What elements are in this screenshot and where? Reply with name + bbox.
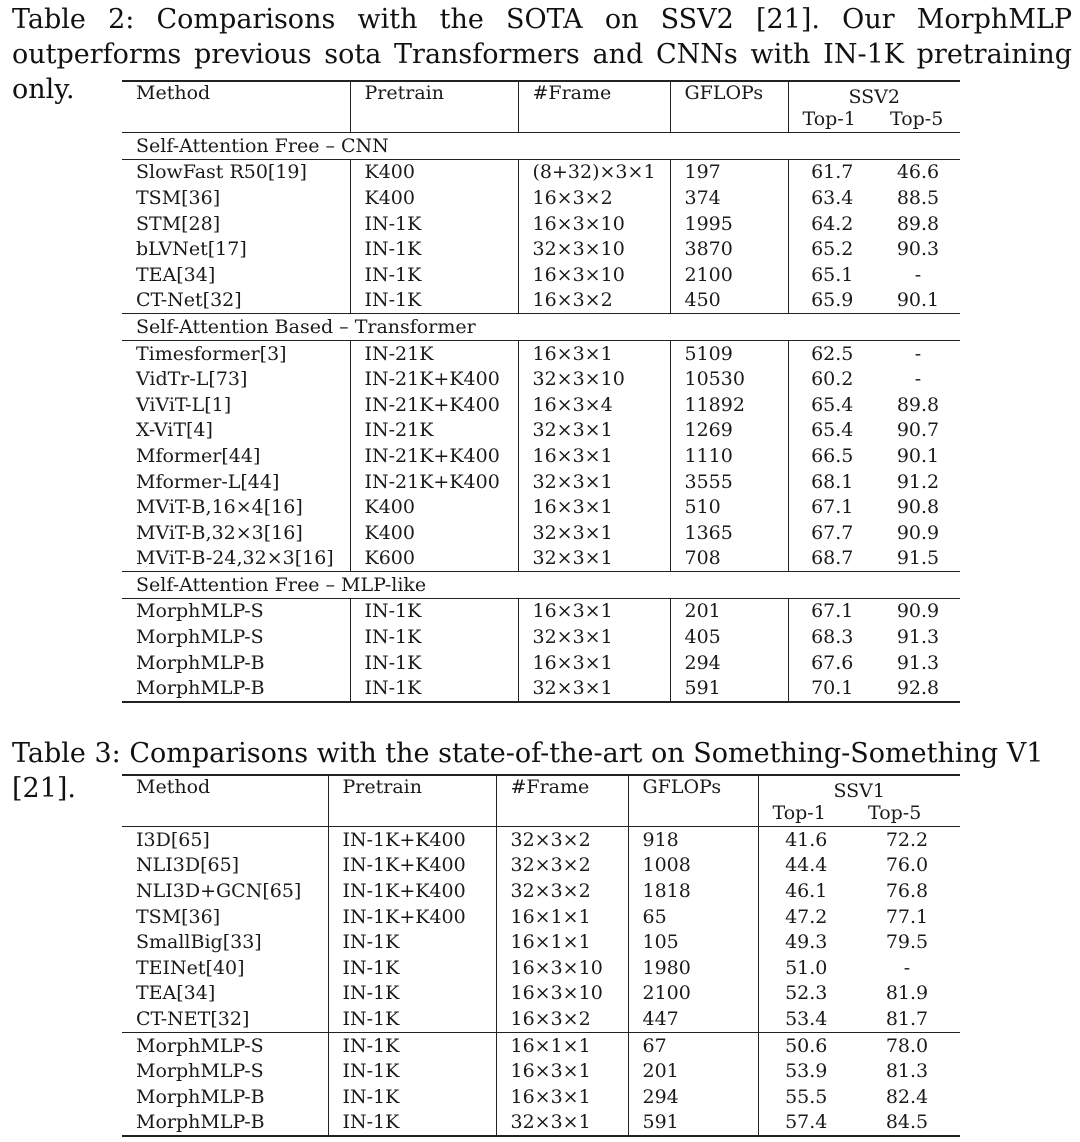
t3-row	[122, 1110, 960, 1137]
t2-cell-gflops: 197	[670, 159, 788, 185]
t2-cell-method: MorphMLP-B	[122, 650, 350, 676]
t2-row	[122, 211, 960, 237]
t2-cell-top1: 62.5	[811, 342, 854, 365]
t2-cell-top5: 92.8	[896, 677, 940, 700]
t2-cell-method: STM[28]	[122, 211, 350, 237]
t2-cell-method: TSM[36]	[122, 185, 350, 211]
t2-cell-method: ViViT-L[1]	[122, 392, 350, 418]
t2-cell-pretrain: K400	[350, 494, 518, 520]
t3-cell-top1: 44.4	[785, 854, 828, 877]
t3-cell-pretrain: IN-1K+K400	[328, 878, 496, 904]
t3-cell-frame: 32×3×2	[496, 827, 628, 853]
t3-row	[122, 1006, 960, 1032]
t2-cell-top5: 46.6	[896, 161, 940, 184]
t3-cell-pretrain: IN-1K+K400	[328, 853, 496, 879]
t3-row	[122, 1032, 960, 1058]
t2-cell-gflops: 5109	[670, 340, 788, 366]
t2-cell-gflops: 450	[670, 288, 788, 314]
t3-cell-top5: 84.5	[885, 1111, 929, 1134]
t2-cell-method: VidTr-L[73]	[122, 366, 350, 392]
t2-cell-pretrain: IN-21K	[350, 340, 518, 366]
t3-row	[122, 853, 960, 879]
t2-cell-top5: 91.5	[896, 547, 940, 570]
t3-cell-frame: 32×3×2	[496, 878, 628, 904]
table3-caption: Table 3: Comparisons with the state-of-the-art on Something-Something V1 [21].	[12, 738, 1044, 804]
t2-cell-frame: 32×3×1	[518, 469, 670, 495]
t2-cell-frame: 16×3×1	[518, 494, 670, 520]
t3-cell-top5: 81.3	[885, 1060, 929, 1083]
t2-row	[122, 262, 960, 288]
t2-cell-method: bLVNet[17]	[122, 236, 350, 262]
t2-row	[122, 598, 960, 624]
t3-row	[122, 878, 960, 904]
t3-cell-top1: 41.6	[785, 828, 828, 851]
t2-cell-frame: 16×3×1	[518, 340, 670, 366]
t2-row	[122, 366, 960, 392]
t2-row	[122, 288, 960, 314]
t3-cell-gflops: 1980	[628, 955, 758, 981]
t2-cell-gflops: 11892	[670, 392, 788, 418]
t3-header-gflops: GFLOPs	[628, 775, 758, 827]
t2-section-header	[122, 133, 960, 160]
t2-cell-method: Mformer[44]	[122, 443, 350, 469]
t3-cell-top5: 76.8	[885, 879, 929, 902]
t2-cell-frame: 16×3×10	[518, 211, 670, 237]
t2-cell-pretrain: IN-21K+K400	[350, 392, 518, 418]
t2-cell-top5: -	[914, 263, 922, 286]
t2-cell-gflops: 510	[670, 494, 788, 520]
t3-cell-top1: 52.3	[785, 982, 828, 1005]
t2-cell-pretrain: IN-1K	[350, 675, 518, 702]
t2-cell-top1: 70.1	[811, 677, 854, 700]
t2-cell-frame: 32×3×1	[518, 675, 670, 702]
t3-cell-top1: 50.6	[785, 1034, 828, 1057]
table2	[122, 80, 960, 703]
t2-section-header	[122, 572, 960, 599]
t3-cell-frame: 16×1×1	[496, 904, 628, 930]
t2-row	[122, 546, 960, 572]
t3-cell-top5: 79.5	[885, 931, 929, 954]
t2-cell-method: MViT-B,32×3[16]	[122, 520, 350, 546]
t2-row	[122, 650, 960, 676]
t2-cell-top1: 61.7	[811, 161, 854, 184]
t2-cell-pretrain: IN-1K	[350, 262, 518, 288]
t2-cell-top1: 65.4	[811, 393, 854, 416]
t2-cell-frame: 32×3×1	[518, 546, 670, 572]
t2-cell-frame: 16×3×2	[518, 288, 670, 314]
t3-cell-top5: -	[903, 956, 911, 979]
t3-cell-method: NLI3D+GCN[65]	[122, 878, 328, 904]
t2-cell-gflops: 294	[670, 650, 788, 676]
t2-section-title: Self-Attention Based – Transformer	[136, 315, 476, 338]
t3-cell-gflops: 201	[628, 1058, 758, 1084]
t3-cell-frame: 16×3×10	[496, 955, 628, 981]
t2-cell-method: MViT-B-24,32×3[16]	[122, 546, 350, 572]
t2-cell-top5: 90.1	[896, 444, 940, 467]
t2-cell-gflops: 1269	[670, 418, 788, 444]
t2-cell-top1: 68.1	[811, 470, 854, 493]
t3-cell-top5: 81.7	[885, 1007, 929, 1030]
t2-cell-gflops: 10530	[670, 366, 788, 392]
t2-cell-method: SlowFast R50[19]	[122, 159, 350, 185]
t2-cell-method: CT-Net[32]	[122, 288, 350, 314]
t3-cell-method: I3D[65]	[122, 827, 328, 853]
t3-cell-top1: 47.2	[785, 905, 828, 928]
t2-section-title: Self-Attention Free – MLP-like	[136, 573, 427, 596]
t2-cell-method: MorphMLP-S	[122, 624, 350, 650]
t2-header-gflops: GFLOPs	[670, 81, 788, 133]
t2-cell-gflops: 1365	[670, 520, 788, 546]
t2-cell-top1: 65.1	[811, 263, 854, 286]
t2-cell-top5: 89.8	[896, 393, 940, 416]
t2-cell-top5: 89.8	[896, 212, 940, 235]
t3-cell-top1: 49.3	[785, 931, 828, 954]
t3-cell-gflops: 2100	[628, 981, 758, 1007]
t2-cell-pretrain: IN-21K+K400	[350, 469, 518, 495]
t2-row	[122, 443, 960, 469]
t3-cell-top1: 57.4	[785, 1111, 828, 1134]
t2-cell-frame: 32×3×1	[518, 418, 670, 444]
t2-cell-frame: (8+32)×3×1	[518, 159, 670, 185]
t2-cell-frame: 16×3×10	[518, 262, 670, 288]
t3-row	[122, 1058, 960, 1084]
t3-cell-pretrain: IN-1K	[328, 1110, 496, 1137]
t2-cell-top1: 66.5	[811, 444, 854, 467]
t3-row	[122, 981, 960, 1007]
t2-cell-method: MorphMLP-S	[122, 598, 350, 624]
t3-cell-pretrain: IN-1K	[328, 1084, 496, 1110]
t3-cell-gflops: 447	[628, 1006, 758, 1032]
t2-row	[122, 675, 960, 702]
t2-cell-top1: 68.3	[811, 626, 854, 649]
t3-cell-method: MorphMLP-S	[122, 1032, 328, 1058]
t2-cell-gflops: 1110	[670, 443, 788, 469]
t3-cell-method: NLI3D[65]	[122, 853, 328, 879]
t2-cell-pretrain: IN-1K	[350, 624, 518, 650]
t2-section-title: Self-Attention Free – CNN	[136, 134, 389, 157]
t3-cell-gflops: 65	[628, 904, 758, 930]
t2-cell-top1: 63.4	[811, 186, 854, 209]
t2-cell-gflops: 708	[670, 546, 788, 572]
t3-cell-top5: 72.2	[885, 828, 929, 851]
t2-cell-pretrain: IN-1K	[350, 211, 518, 237]
t2-cell-top5: 90.7	[896, 419, 940, 442]
t3-cell-frame: 16×3×1	[496, 1084, 628, 1110]
t3-cell-top1: 46.1	[785, 879, 828, 902]
t3-header-group: SSV1	[833, 780, 885, 802]
t2-section-header	[122, 314, 960, 341]
t2-row	[122, 624, 960, 650]
t3-cell-pretrain: IN-1K+K400	[328, 827, 496, 853]
t2-row	[122, 494, 960, 520]
t2-cell-pretrain: IN-1K	[350, 236, 518, 262]
t2-header-top1: Top-1	[802, 108, 856, 130]
t2-cell-pretrain: IN-21K+K400	[350, 443, 518, 469]
t2-cell-gflops: 374	[670, 185, 788, 211]
t2-cell-pretrain: K400	[350, 159, 518, 185]
t2-row	[122, 392, 960, 418]
t3-cell-frame: 32×3×1	[496, 1110, 628, 1137]
t3-cell-top5: 81.9	[885, 982, 929, 1005]
t2-cell-top5: 90.3	[896, 238, 940, 261]
t2-cell-gflops: 2100	[670, 262, 788, 288]
t3-row	[122, 955, 960, 981]
t3-cell-frame: 16×1×1	[496, 1032, 628, 1058]
t2-cell-method: MViT-B,16×4[16]	[122, 494, 350, 520]
t2-row	[122, 185, 960, 211]
t3-header-frame: #Frame	[496, 775, 628, 827]
t2-cell-top5: 91.3	[896, 626, 940, 649]
t2-row	[122, 469, 960, 495]
t2-cell-pretrain: IN-21K+K400	[350, 366, 518, 392]
t3-row	[122, 827, 960, 853]
t3-cell-method: MorphMLP-B	[122, 1110, 328, 1137]
t3-row	[122, 1084, 960, 1110]
t3-header-top5: Top-5	[868, 802, 922, 824]
t2-row	[122, 418, 960, 444]
t2-row	[122, 340, 960, 366]
t3-cell-pretrain: IN-1K	[328, 1006, 496, 1032]
t2-cell-pretrain: IN-21K	[350, 418, 518, 444]
t3-cell-frame: 32×3×2	[496, 853, 628, 879]
t2-header-group: SSV2	[848, 86, 900, 108]
t2-header-top5: Top-5	[890, 108, 944, 130]
t3-cell-method: MorphMLP-B	[122, 1084, 328, 1110]
t3-row	[122, 904, 960, 930]
t2-cell-top5: -	[914, 368, 922, 391]
t3-cell-method: TSM[36]	[122, 904, 328, 930]
t3-cell-method: MorphMLP-S	[122, 1058, 328, 1084]
t2-row	[122, 159, 960, 185]
t2-cell-top5: -	[914, 342, 922, 365]
t2-cell-method: X-ViT[4]	[122, 418, 350, 444]
t3-cell-top1: 53.9	[785, 1060, 828, 1083]
t3-cell-method: TEINet[40]	[122, 955, 328, 981]
t3-cell-pretrain: IN-1K	[328, 981, 496, 1007]
t3-cell-method: SmallBig[33]	[122, 929, 328, 955]
t3-cell-method: TEA[34]	[122, 981, 328, 1007]
t2-header-pretrain: Pretrain	[350, 81, 518, 133]
t2-cell-pretrain: IN-1K	[350, 598, 518, 624]
t2-cell-top1: 67.7	[811, 521, 854, 544]
table3	[122, 774, 960, 1137]
t2-cell-top1: 67.1	[811, 496, 854, 519]
t3-cell-gflops: 67	[628, 1032, 758, 1058]
t2-cell-top5: 90.9	[896, 600, 940, 623]
t2-cell-pretrain: IN-1K	[350, 288, 518, 314]
t2-cell-gflops: 591	[670, 675, 788, 702]
t2-cell-top1: 60.2	[811, 368, 854, 391]
t2-cell-frame: 32×3×10	[518, 366, 670, 392]
t3-cell-top1: 53.4	[785, 1007, 828, 1030]
t2-cell-gflops: 405	[670, 624, 788, 650]
t3-cell-frame: 16×3×10	[496, 981, 628, 1007]
t2-row	[122, 520, 960, 546]
t3-cell-gflops: 591	[628, 1110, 758, 1137]
t2-cell-method: Mformer-L[44]	[122, 469, 350, 495]
t2-cell-top1: 64.2	[811, 212, 854, 235]
t2-cell-frame: 32×3×1	[518, 520, 670, 546]
t3-cell-top5: 78.0	[885, 1034, 929, 1057]
t2-cell-pretrain: IN-1K	[350, 650, 518, 676]
t3-header-pretrain: Pretrain	[328, 775, 496, 827]
t3-cell-top5: 82.4	[885, 1085, 929, 1108]
t3-cell-gflops: 1008	[628, 853, 758, 879]
t3-cell-top5: 77.1	[885, 905, 929, 928]
t2-cell-frame: 16×3×4	[518, 392, 670, 418]
t3-cell-gflops: 1818	[628, 878, 758, 904]
t2-cell-frame: 32×3×1	[518, 624, 670, 650]
t2-cell-method: MorphMLP-B	[122, 675, 350, 702]
t3-cell-pretrain: IN-1K	[328, 929, 496, 955]
t3-cell-pretrain: IN-1K	[328, 1032, 496, 1058]
table2-caption: Table 2: Comparisons with the SOTA on SSV2 [21]. Our MorphMLP outperforms previous sota Transformers and CNNs with IN-1K pretraining only.	[12, 4, 1072, 105]
t2-cell-gflops: 3555	[670, 469, 788, 495]
t2-cell-gflops: 3870	[670, 236, 788, 262]
t3-cell-pretrain: IN-1K+K400	[328, 904, 496, 930]
t2-cell-gflops: 1995	[670, 211, 788, 237]
t2-cell-top5: 90.1	[896, 289, 940, 312]
t3-cell-frame: 16×3×1	[496, 1058, 628, 1084]
t2-cell-method: Timesformer[3]	[122, 340, 350, 366]
t2-cell-frame: 16×3×2	[518, 185, 670, 211]
t3-cell-gflops: 105	[628, 929, 758, 955]
t2-cell-top5: 90.9	[896, 521, 940, 544]
t3-cell-gflops: 918	[628, 827, 758, 853]
t2-cell-top1: 65.2	[811, 238, 854, 261]
t3-cell-pretrain: IN-1K	[328, 955, 496, 981]
t3-cell-method: CT-NET[32]	[122, 1006, 328, 1032]
t3-cell-gflops: 294	[628, 1084, 758, 1110]
t2-cell-frame: 16×3×1	[518, 443, 670, 469]
t3-cell-top1: 55.5	[785, 1085, 828, 1108]
t2-cell-pretrain: K600	[350, 546, 518, 572]
t2-header-frame: #Frame	[518, 81, 670, 133]
t2-cell-top5: 91.2	[896, 470, 940, 493]
t2-cell-method: TEA[34]	[122, 262, 350, 288]
t3-cell-frame: 16×1×1	[496, 929, 628, 955]
t3-header-method: Method	[122, 775, 328, 827]
t2-cell-gflops: 201	[670, 598, 788, 624]
t3-row	[122, 929, 960, 955]
t2-cell-top5: 88.5	[896, 186, 940, 209]
t2-cell-top1: 65.9	[811, 289, 854, 312]
t3-cell-top1: 51.0	[785, 956, 828, 979]
t2-cell-top5: 90.8	[896, 496, 940, 519]
t2-row	[122, 236, 960, 262]
t3-cell-pretrain: IN-1K	[328, 1058, 496, 1084]
t2-cell-frame: 32×3×10	[518, 236, 670, 262]
t3-cell-top5: 76.0	[885, 854, 929, 877]
t2-cell-top1: 65.4	[811, 419, 854, 442]
t2-cell-pretrain: K400	[350, 185, 518, 211]
t2-cell-frame: 16×3×1	[518, 598, 670, 624]
t2-cell-top1: 67.6	[811, 651, 854, 674]
t3-cell-frame: 16×3×2	[496, 1006, 628, 1032]
t2-cell-pretrain: K400	[350, 520, 518, 546]
t3-header-top1: Top-1	[772, 802, 826, 824]
t2-cell-frame: 16×3×1	[518, 650, 670, 676]
t2-cell-top1: 68.7	[811, 547, 854, 570]
t2-header-method: Method	[122, 81, 350, 133]
t2-cell-top5: 91.3	[896, 651, 940, 674]
t2-cell-top1: 67.1	[811, 600, 854, 623]
